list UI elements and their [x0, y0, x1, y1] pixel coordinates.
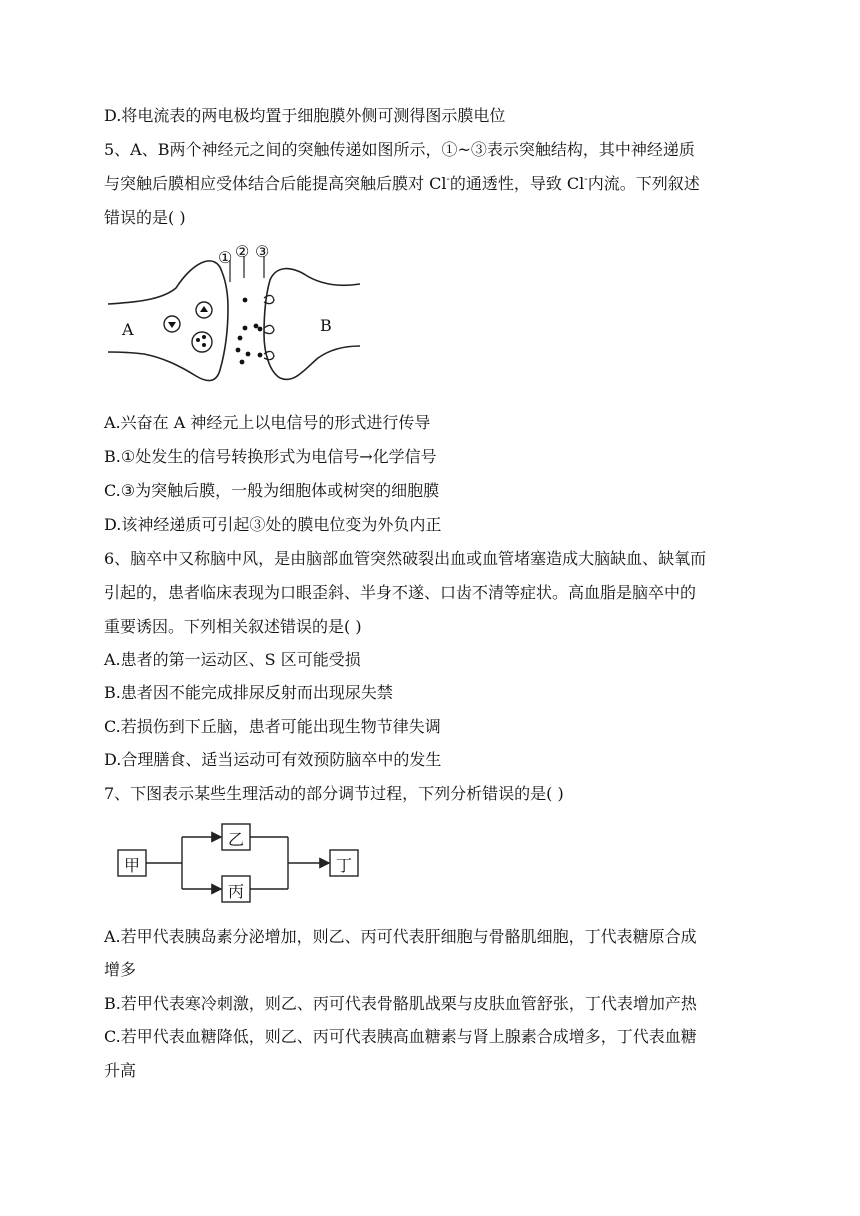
- box-yi-label: 乙: [228, 830, 245, 849]
- option-6c: C.若损伤到下丘脑，患者可能出现生物节律失调: [104, 717, 441, 736]
- marker-2-label: ②: [235, 242, 250, 261]
- option-7c-1: C.若甲代表血糖降低，则乙、丙可代表胰高血糖素与肾上腺素合成增多，丁代表血糖: [104, 1027, 697, 1046]
- superscript-minus: -: [446, 173, 450, 185]
- transmitter-dot: [243, 326, 248, 331]
- vesicle-content: [196, 338, 200, 342]
- option-7a-2: 增多: [104, 960, 137, 979]
- option-5d-prev: D.将电流表的两电极均置于细胞膜外侧可测得图示膜电位: [104, 106, 506, 125]
- option-5d: D.该神经递质可引起③处的膜电位变为外负内正: [104, 515, 442, 534]
- question-6-stem-1: 6、脑卒中又称脑中风，是由脑部血管突然破裂出血或血管堵塞造成大脑缺血、缺氧而: [104, 549, 707, 568]
- synapse-diagram: [104, 238, 364, 388]
- transmitter-dot: [236, 348, 241, 353]
- neuron-a-label: A: [122, 320, 134, 339]
- option-7b: B.若甲代表寒冷刺激，则乙、丙可代表骨骼肌战栗与皮肤血管舒张，丁代表增加产热: [104, 994, 697, 1013]
- question-7-stem: 7、下图表示某些生理活动的部分调节过程，下列分析错误的是( ): [104, 784, 564, 803]
- vesicle: [192, 332, 212, 352]
- box-ding-label: 丁: [336, 856, 353, 875]
- option-6a: A.患者的第一运动区、S 区可能受损: [104, 650, 361, 669]
- vesicle-content: [202, 343, 206, 347]
- option-6b: B.患者因不能完成排尿反射而出现尿失禁: [104, 683, 393, 702]
- transmitter-dot: [243, 298, 248, 303]
- stem-text-b: 的通透性，导致 Cl: [449, 174, 585, 193]
- option-5c: C.③为突触后膜，一般为细胞体或树突的细胞膜: [104, 481, 440, 500]
- question-6-stem-2: 引起的，患者临床表现为口眼歪斜、半身不遂、口齿不清等症状。高血脂是脑卒中的: [104, 583, 697, 602]
- vesicle-content: [168, 322, 176, 328]
- vesicle-content: [200, 306, 208, 312]
- marker-3-label: ③: [255, 242, 270, 261]
- receptor: [264, 325, 274, 333]
- transmitter-dot: [238, 336, 243, 341]
- marker-1-label: ①: [218, 248, 233, 267]
- transmitter-dot: [246, 352, 251, 357]
- synapse-figure: [104, 238, 364, 388]
- stem-text-a: 与突触后膜相应受体结合后能提高突触后膜对 Cl: [104, 174, 447, 193]
- question-5-stem-3: 错误的是( ): [104, 208, 186, 227]
- option-5a: A.兴奋在 A 神经元上以电信号的形式进行传导: [104, 413, 431, 432]
- vesicle-content: [202, 335, 206, 339]
- box-jia-label: 甲: [124, 856, 141, 875]
- neuron-b-outline: [264, 269, 360, 380]
- option-7a-1: A.若甲代表胰岛素分泌增加，则乙、丙可代表肝细胞与骨骼肌细胞，丁代表糖原合成: [104, 927, 697, 946]
- bound-transmitter: [258, 327, 263, 332]
- option-5b: B.①处发生的信号转换形式为电信号→化学信号: [104, 447, 437, 466]
- option-6d: D.合理膳食、适当运动可有效预防脑卒中的发生: [104, 750, 442, 769]
- receptor: [264, 351, 274, 359]
- question-6-stem-3: 重要诱因。下列相关叙述错误的是( ): [104, 617, 362, 636]
- superscript-minus: -: [584, 173, 588, 185]
- flow-figure: [116, 820, 366, 906]
- question-5-stem-1: 5、A、B两个神经元之间的突触传递如图所示，①~③表示突触结构，其中神经递质: [104, 140, 695, 159]
- stem-text-c: 内流。下列叙述: [587, 174, 700, 193]
- option-7c-2: 升高: [104, 1061, 137, 1080]
- bound-transmitter: [258, 353, 263, 358]
- neuron-b-label: B: [320, 316, 332, 335]
- transmitter-dot: [240, 360, 245, 365]
- box-bing-label: 丙: [228, 882, 245, 901]
- question-5-stem-2: [104, 174, 700, 194]
- transmitter-dot: [254, 324, 259, 329]
